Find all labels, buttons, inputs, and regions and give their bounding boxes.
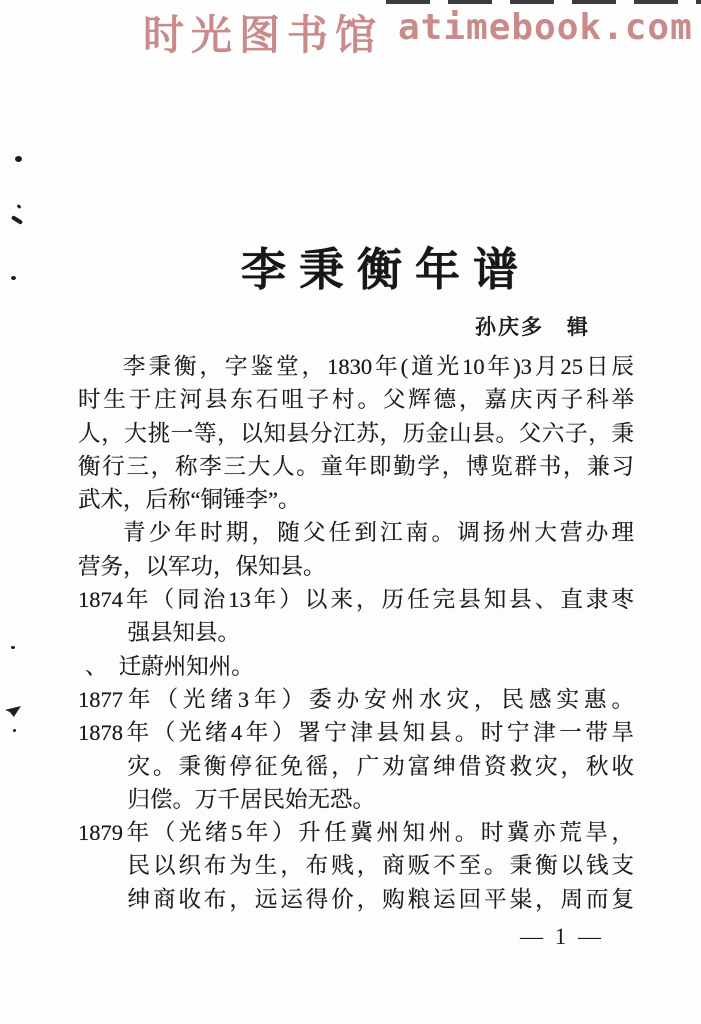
- text-line: 人，大挑一等，以知县分江苏，历金山县。父六子，秉: [78, 420, 634, 446]
- body-text: [78, 350, 634, 916]
- text-line: 民以织布为生，布贱，商贩不至。秉衡以钱支: [127, 853, 634, 879]
- text-line: 强县知县。: [127, 620, 241, 646]
- text-line: 绅商收布，远运得价，购粮运回平粜，周而复: [127, 886, 634, 912]
- scan-speck: [13, 729, 16, 732]
- scan-speck: [15, 156, 22, 162]
- text-line: 灾。秉衡停征免徭，广劝富绅借资救灾，秋收: [127, 753, 634, 779]
- scan-speck: [11, 276, 16, 280]
- text-line: 李秉衡，字鉴堂，1830年(道光10年)3月25日辰: [123, 354, 634, 379]
- text-line: 1878年（光绪4年）署宁津县知县。时宁津一带旱: [78, 720, 634, 746]
- watermark-library-name: 时光图书馆: [143, 12, 383, 58]
- text-line: 1874年（同治13年）以来，历任完县知县、直隶枣: [78, 587, 634, 613]
- page-number: — 1 —: [520, 924, 604, 949]
- text-line: 武术，后称“铜锤李”。: [78, 487, 301, 513]
- text-line: 、 迁蔚州知州。: [85, 653, 254, 679]
- scan-triangle-mark: [5, 706, 21, 717]
- text-line: 时生于庄河县东石咀子村。父辉德，嘉庆丙子科举: [78, 387, 634, 413]
- text-line: 1879年（光绪5年）升任冀州知州。时冀亦荒旱，: [78, 820, 634, 846]
- text-line: 衡行三，称李三大人。童年即勤学，博览群书，兼习: [78, 453, 634, 479]
- watermark-site-url: atimebook.com: [398, 7, 693, 48]
- scan-edge-dashed-line: [386, 0, 701, 4]
- text-line: 1877年（光绪3年）委办安州水灾，民感实惠。: [78, 686, 634, 712]
- text-line: 营务，以军功，保知县。: [78, 553, 326, 579]
- text-line: 归偿。万千居民始无恐。: [127, 786, 376, 812]
- scan-speck: [11, 646, 15, 649]
- scan-speck: [11, 215, 23, 225]
- author-line: 孙庆多 辑: [475, 315, 590, 339]
- text-line: 青少年时期，随父任到江南。调扬州大营办理: [123, 520, 634, 546]
- page-title: 李秉衡年谱: [241, 245, 532, 295]
- scan-speck: [17, 204, 22, 209]
